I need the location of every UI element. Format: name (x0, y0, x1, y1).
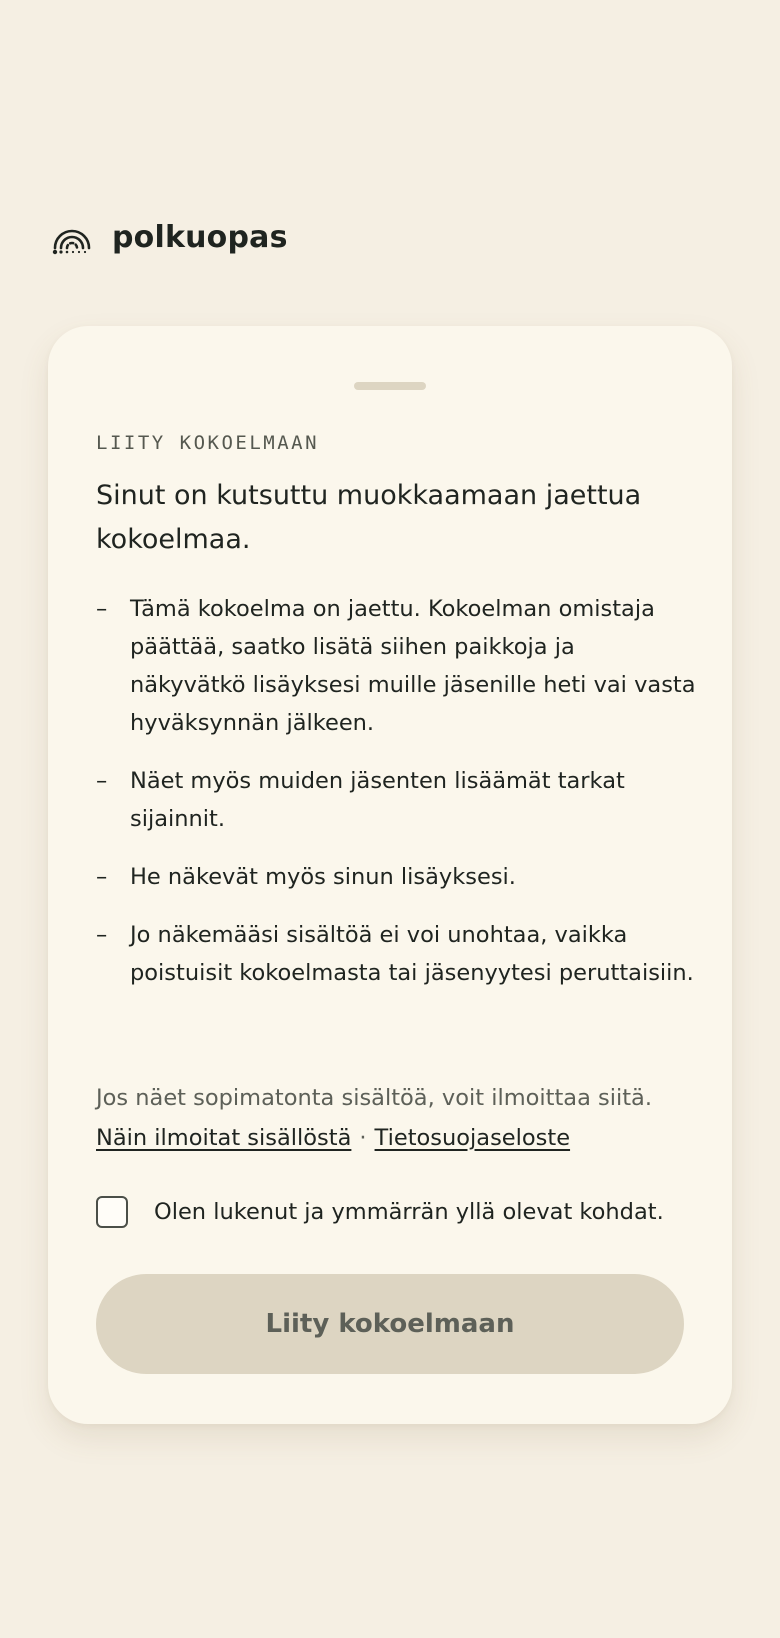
join-collection-button[interactable]: Liity kokoelmaan (96, 1274, 684, 1374)
brand (50, 218, 288, 256)
link-separator: · (359, 1125, 367, 1151)
list-item (96, 858, 696, 896)
brand-name: polkuopas (112, 219, 288, 255)
bullet-dash: – (96, 768, 108, 794)
info-list (96, 590, 696, 1012)
card-eyebrow: LIITY KOKOELMAAN (96, 432, 320, 454)
bullet-dash: – (96, 596, 108, 622)
list-item-text: Tämä kokoelma on jaettu. Kokoelman omistaja päättää, saatko lisätä siihen paikkoja ja näkyvätkö lisäyksesi muille jäsenille heti vai vasta hyväksynnän jälkeen. (130, 596, 696, 736)
bullet-dash: – (96, 864, 108, 890)
report-content-link[interactable]: Näin ilmoitat sisällöstä (96, 1125, 352, 1151)
agree-label[interactable]: Olen lukenut ja ymmärrän yllä olevat kohdat. (154, 1199, 664, 1225)
card-title: Sinut on kutsuttu muokkaamaan jaettua kokoelmaa. (96, 480, 642, 555)
agree-row[interactable] (96, 1196, 664, 1228)
footer-links (96, 1118, 570, 1158)
report-note: Jos näet sopimatonta sisältöä, voit ilmoittaa siitä. (96, 1085, 652, 1111)
list-item-text: He näkevät myös sinun lisäyksesi. (130, 864, 516, 890)
bullet-dash: – (96, 922, 108, 948)
sheet-handle[interactable] (354, 382, 426, 390)
list-item-text: Näet myös muiden jäsenten lisäämät tarkat sijainnit. (130, 768, 625, 832)
privacy-policy-link[interactable]: Tietosuojaseloste (374, 1125, 571, 1151)
join-collection-card (48, 326, 732, 1424)
list-item-text: Jo näkemääsi sisältöä ei voi unohtaa, vaikka poistuisit kokoelmasta tai jäsenyytesi peruttaisiin. (130, 922, 694, 986)
agree-checkbox[interactable] (96, 1196, 128, 1228)
list-item (96, 916, 696, 992)
rainbow-arcs-icon (50, 218, 94, 256)
list-item (96, 762, 696, 838)
list-item (96, 590, 696, 742)
